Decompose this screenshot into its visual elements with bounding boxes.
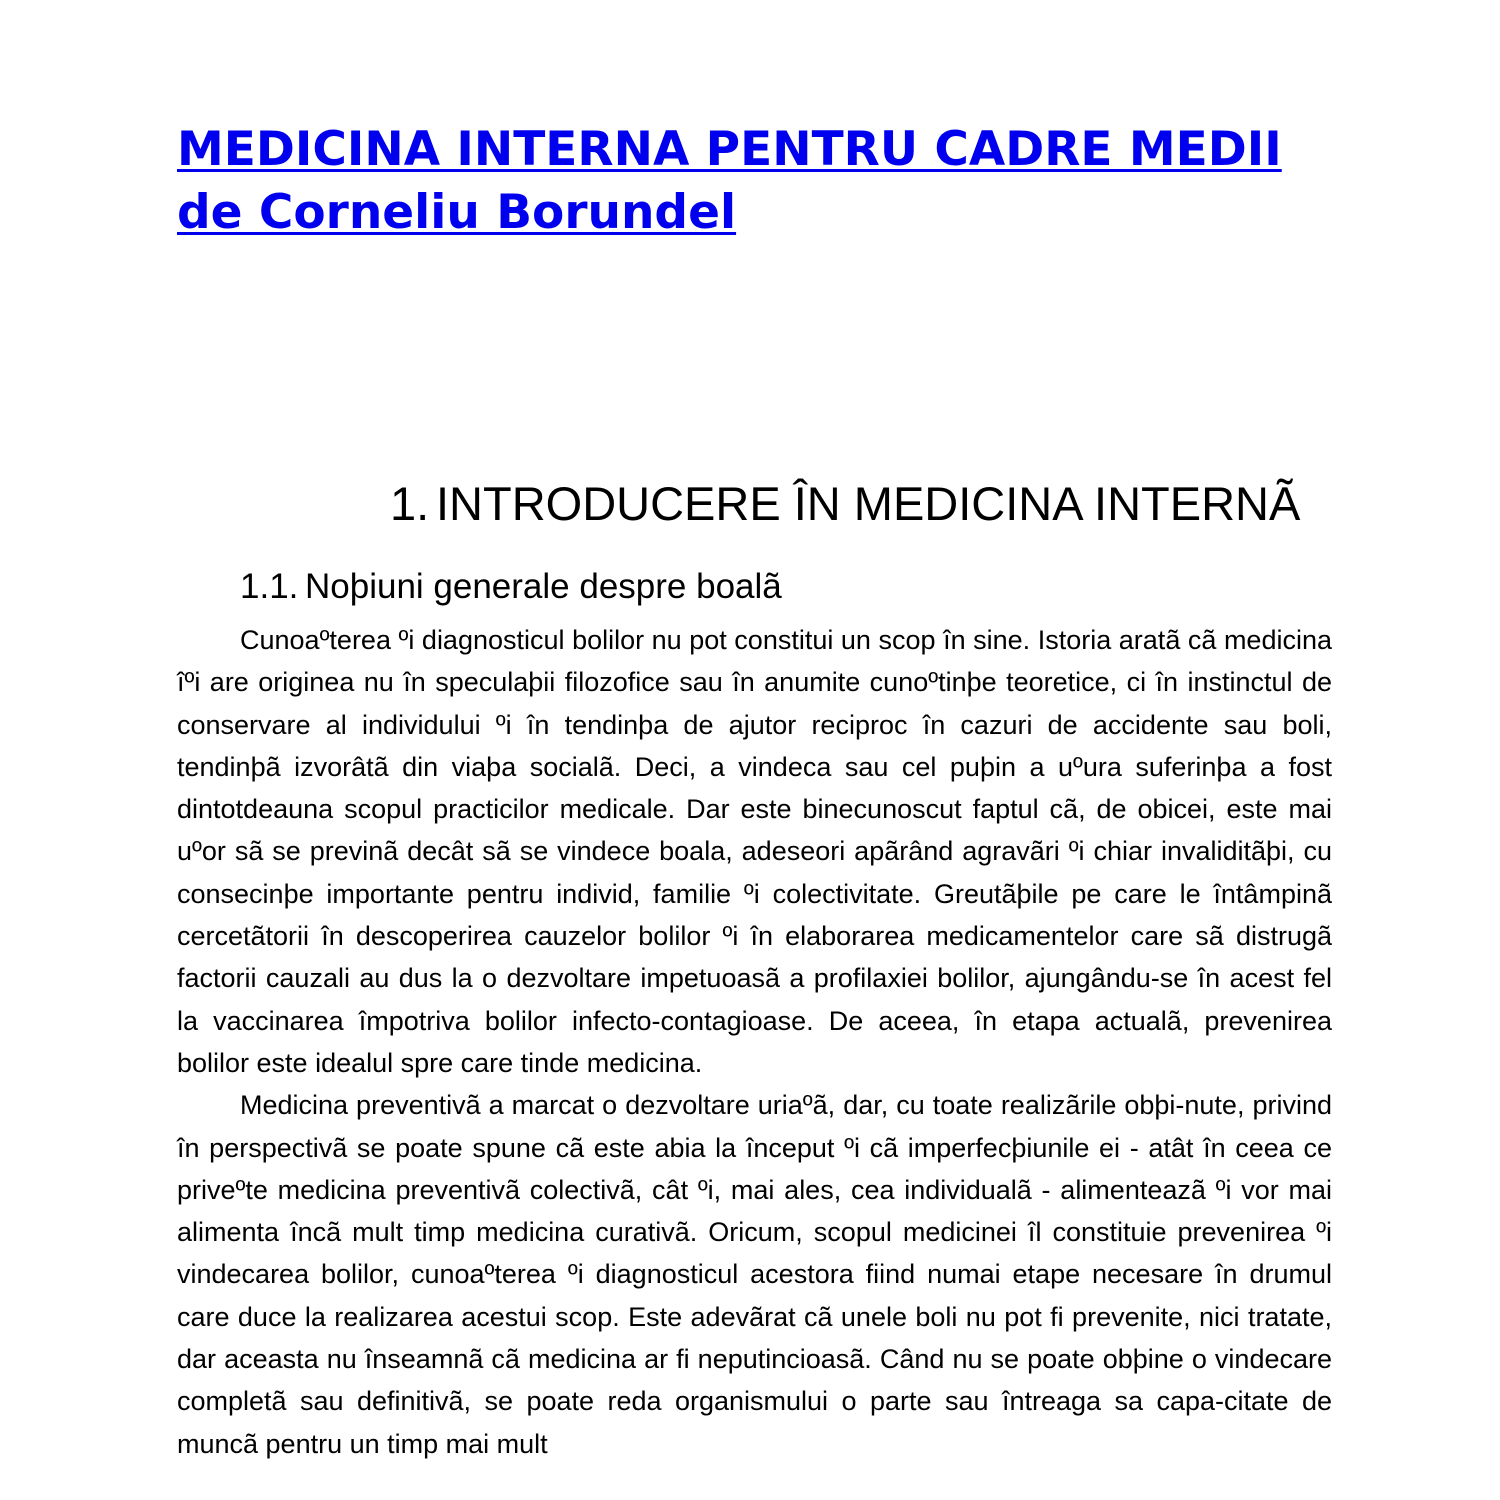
section-heading xyxy=(240,566,782,608)
body-text xyxy=(177,619,1332,1465)
paragraph: Cunoaºterea ºi diagnosticul bolilor nu pot constitui un scop în sine. Istoria aratã cã medicina îºi are originea nu în speculaþii filozofice sau în anumite cunoºtinþe teoretice, ci în instinctul de conservare al individului ºi în tendinþa de ajutor reciproc în cazuri de accidente sau boli, tendinþã izvorâtã din viaþa socialã. Deci, a vindeca sau cel puþin a uºura suferinþa a fost dintotdeauna scopul practicilor medicale. Dar este binecunoscut faptul cã, de obicei, este mai uºor sã se previnã decât sã se vindece boala, adeseori apãrând agravãri ºi chiar invaliditãþi, cu consecinþe importante pentru individ, familie ºi colectivitate. Greutãþile pe care le întâmpinã cercetãtorii în descoperirea cauzelor bolilor ºi în elaborarea medicamentelor care sã distrugã factorii cauzali au dus la o dezvoltare impetuoasã a profilaxiei bolilor, ajungându-se în acest fel la vaccinarea împotriva bolilor infecto-contagioase. De aceea, în etapa actualã, prevenirea bolilor este idealul spre care tinde medicina. xyxy=(177,625,1332,1078)
document-title-link[interactable]: MEDICINA INTERNA PENTRU CADRE MEDII de Corneliu Borundel xyxy=(177,122,1282,240)
chapter-title: INTRODUCERE ÎN MEDICINA INTERNÃ xyxy=(436,477,1301,530)
paragraph: Medicina preventivã a marcat o dezvoltare uriaºã, dar, cu toate realizãrile obþi-nute, privind în perspectivã se poate spune cã este abia la început ºi cã imperfecþiunile ei - atât în ceea ce priveºte medicina preventivã colectivã, cât ºi, mai ales, cea individualã - alimenteazã ºi vor mai alimenta încã mult timp medicina curativã. Oricum, scopul medicinei îl constituie prevenirea ºi vindecarea bolilor, cunoaºterea ºi diagnosticul acestora fiind numai etape necesare în drumul care duce la realizarea acestui scop. Este adevãrat cã unele boli nu pot fi prevenite, nici tratate, dar aceasta nu înseamnã cã medicina ar fi neputincioasã. Când nu se poate obþine o vindecare completã sau definitivã, se poate reda organismului o parte sau întreaga sa capa-citate de muncã pentru un timp mai mult xyxy=(177,1090,1332,1459)
chapter-heading xyxy=(390,476,1300,532)
chapter-number: 1. xyxy=(390,477,430,530)
section-title: Noþiuni generale despre boalã xyxy=(305,567,782,606)
section-number: 1.1. xyxy=(240,567,299,606)
